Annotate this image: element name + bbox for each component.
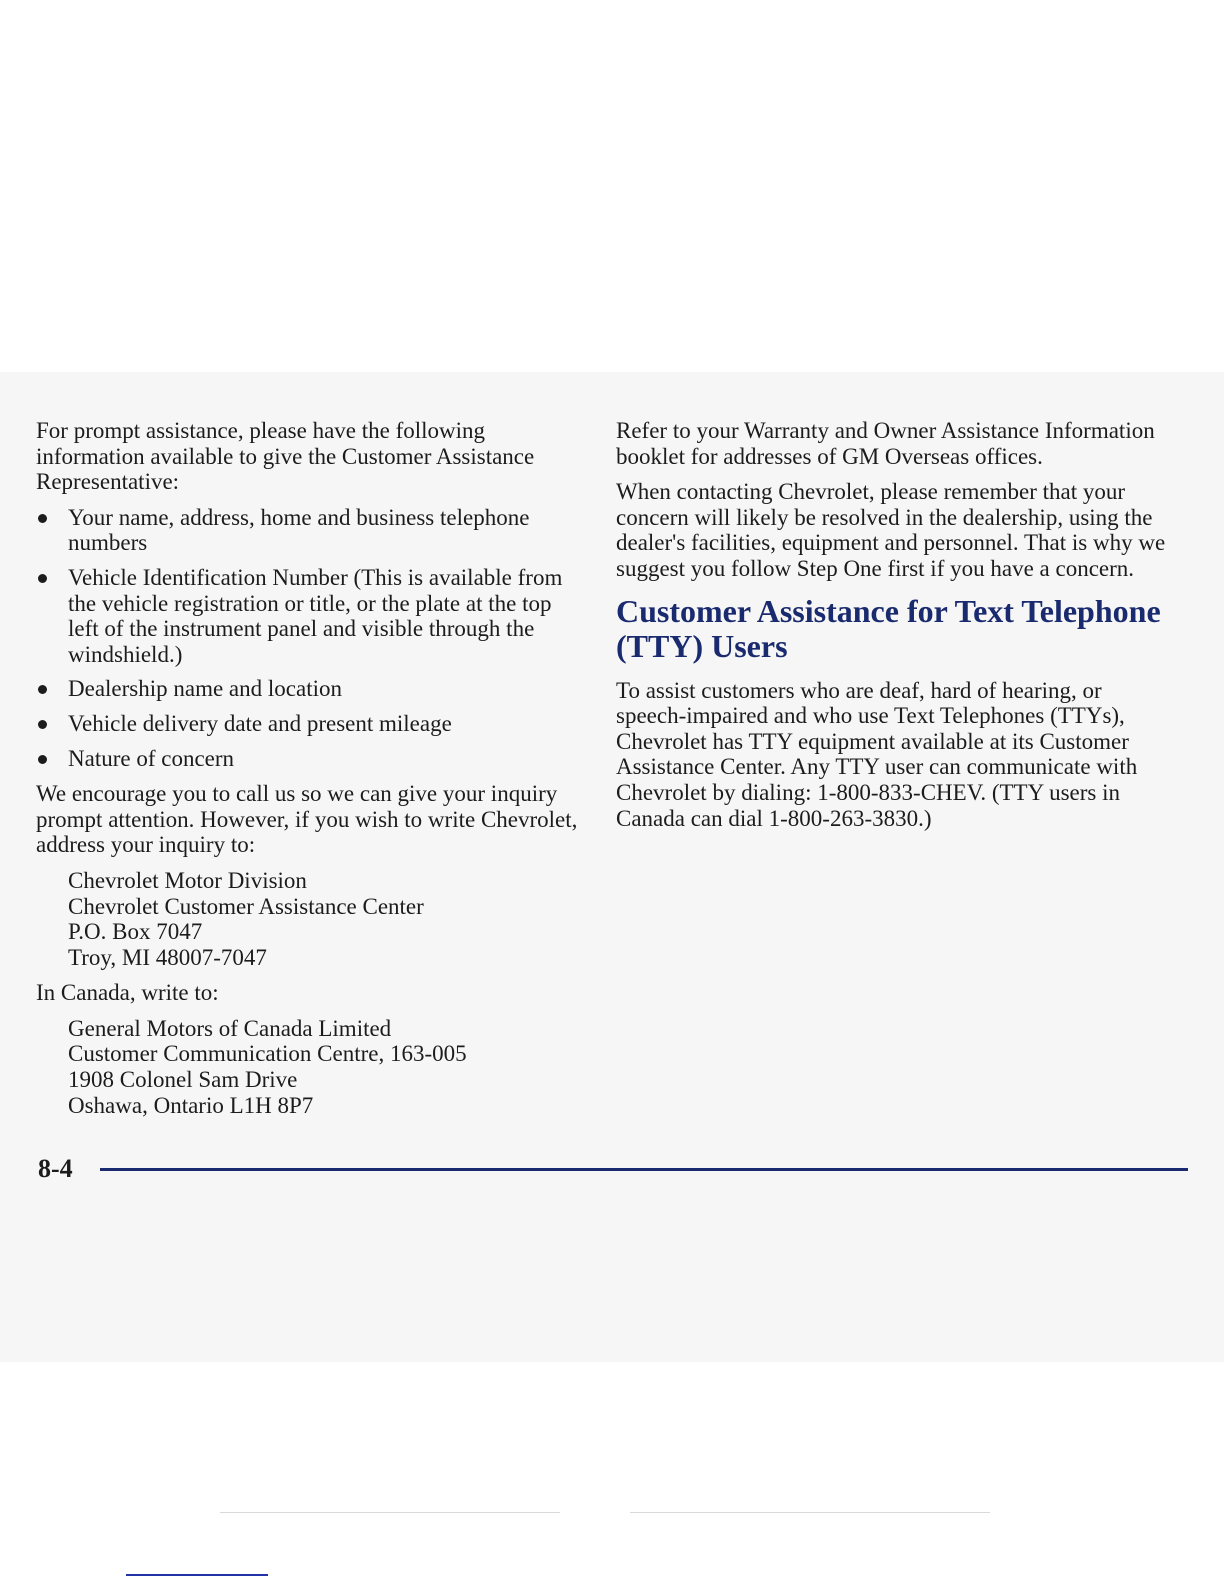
intro-paragraph: For prompt assistance, please have the following information available to give the Customer Assistance Representative: <box>36 418 535 495</box>
canada-address-block <box>68 1016 581 1118</box>
bullet-icon <box>38 514 47 523</box>
canada-intro: In Canada, write to: <box>36 980 219 1006</box>
list-item <box>36 711 581 737</box>
footer-rule <box>100 1168 1188 1171</box>
us-address-block <box>68 868 581 970</box>
encourage-paragraph: We encourage you to call us so we can give your inquiry prompt attention. However, if you wish to write Chevrolet, address your inquiry to: <box>36 781 578 858</box>
left-column <box>36 418 581 1128</box>
list-item-text: Vehicle delivery date and present mileage <box>68 710 452 736</box>
right-column <box>616 418 1176 841</box>
divider <box>630 1512 990 1513</box>
address-line: Oshawa, Ontario L1H 8P7 <box>68 1092 314 1118</box>
section-heading: Customer Assistance for Text Telephone (TTY) Users <box>616 592 1161 664</box>
list-item <box>36 505 581 556</box>
address-line: General Motors of Canada Limited <box>68 1015 392 1041</box>
bullet-icon <box>38 720 47 729</box>
address-line: P.O. Box 7047 <box>68 919 203 945</box>
list-item-text: Nature of concern <box>68 745 235 771</box>
address-line: Troy, MI 48007-7047 <box>68 944 267 970</box>
list-item <box>36 746 581 772</box>
bullet-icon <box>38 685 47 694</box>
list-item <box>36 676 581 702</box>
list-item <box>36 565 581 667</box>
warranty-paragraph: Refer to your Warranty and Owner Assistance Information booklet for addresses of GM Overseas offices. <box>616 418 1155 469</box>
list-item-text: Dealership name and location <box>68 676 342 702</box>
list-item-text: Vehicle Identification Number (This is available from the vehicle registration or title, or the plate at the top left of the instrument panel and visible through the windshield.) <box>68 564 563 667</box>
page-footer <box>36 1154 1152 1186</box>
address-line: Chevrolet Motor Division <box>68 867 307 893</box>
info-bullet-list <box>36 505 581 771</box>
address-line: Chevrolet Customer Assistance Center <box>68 893 424 919</box>
tty-paragraph: To assist customers who are deaf, hard of hearing, or speech-impaired and who use Text Telephones (TTYs), Chevrolet has TTY equipment available at its Customer Assistance Center. Any TTY user can communicate with Chevrolet by dialing: 1-800-833-CHEV. (TTY users in Canada can dial 1-800-263-3830.) <box>616 677 1138 831</box>
divider <box>220 1512 560 1513</box>
address-line: 1908 Colonel Sam Drive <box>68 1067 298 1093</box>
page-number: 8-4 <box>38 1154 73 1183</box>
divider <box>126 1574 268 1576</box>
contacting-paragraph: When contacting Chevrolet, please remember that your concern will likely be resolved in the dealership, using the dealer's facilities, equipment and personnel. That is why we suggest you follow Step One first if you have a concern. <box>616 479 1166 581</box>
list-item-text: Your name, address, home and business telephone numbers <box>68 504 530 556</box>
address-line: Customer Communication Centre, 163-005 <box>68 1041 467 1067</box>
bullet-icon <box>38 574 47 583</box>
bullet-icon <box>38 755 47 764</box>
